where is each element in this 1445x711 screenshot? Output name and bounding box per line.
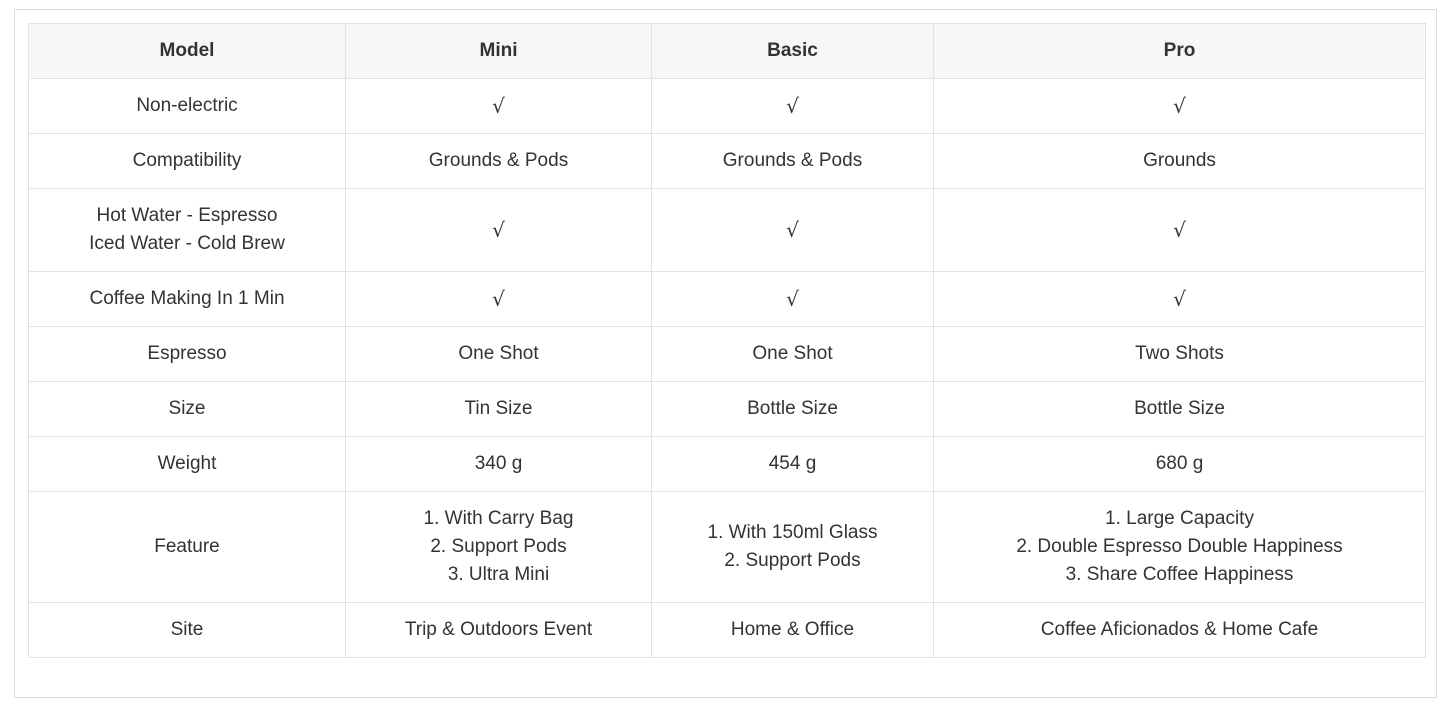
checkmark-icon: √ [786,94,799,118]
cell-text: Bottle Size [1134,398,1225,419]
cell-text: 2. Support Pods [430,536,567,557]
cell-mini [346,382,652,437]
cell-pro [934,327,1426,382]
cell-text: Coffee Aficionados & Home Cafe [1040,619,1319,640]
cell-text: 1. With 150ml Glass [707,522,878,543]
cell-text: Site [170,619,204,640]
cell-text: 680 g [1155,453,1204,474]
checkmark-icon: √ [492,287,505,311]
cell-pro [934,492,1426,603]
table-row [29,134,1426,189]
cell-text: Two Shots [1135,343,1224,364]
cell-text: One Shot [752,343,833,364]
cell-basic [652,382,934,437]
cell-text: 1. With Carry Bag [423,508,574,529]
cell-text: Hot Water - Espresso [96,205,278,226]
cell-basic [652,272,934,327]
cell-text: 3. Share Coffee Happiness [1065,564,1294,585]
cell-pro [934,437,1426,492]
cell-mini [346,272,652,327]
cell-pro [934,189,1426,272]
cell-text: 2. Support Pods [724,550,861,571]
cell-basic [652,327,934,382]
cell-pro [934,603,1426,658]
cell-text: Weight [157,453,217,474]
cell-mini [346,189,652,272]
row-label [29,603,346,658]
checkmark-icon: √ [492,218,505,242]
cell-text: 454 g [768,453,817,474]
table-row [29,492,1426,603]
table-row [29,382,1426,437]
cell-text: Iced Water - Cold Brew [89,233,285,254]
row-label [29,79,346,134]
checkmark-icon: √ [786,218,799,242]
cell-text: 2. Double Espresso Double Happiness [1016,536,1343,557]
cell-pro [934,134,1426,189]
table-row [29,437,1426,492]
cell-text: Feature [154,536,220,557]
table-header-row [29,24,1426,79]
cell-pro [934,382,1426,437]
cell-mini [346,134,652,189]
cell-text: Grounds [1143,150,1216,171]
cell-text: Size [168,398,206,419]
cell-basic [652,492,934,603]
cell-text: Non-electric [136,95,238,116]
cell-text: Grounds & Pods [722,150,863,171]
table-row [29,189,1426,272]
cell-mini [346,492,652,603]
cell-text: Tin Size [464,398,533,419]
row-label [29,492,346,603]
model-comparison-table [28,23,1426,658]
cell-text: Grounds & Pods [428,150,569,171]
cell-mini [346,437,652,492]
cell-pro [934,272,1426,327]
cell-pro [934,79,1426,134]
header-pro: Pro [934,24,1426,79]
row-label [29,327,346,382]
cell-text: Bottle Size [747,398,838,419]
checkmark-icon: √ [1173,287,1186,311]
cell-basic [652,603,934,658]
row-label [29,272,346,327]
cell-text: Coffee Making In 1 Min [89,288,285,309]
cell-basic [652,437,934,492]
comparison-panel [14,9,1437,698]
cell-text: One Shot [458,343,539,364]
cell-text: Trip & Outdoors Event [404,619,593,640]
header-basic: Basic [652,24,934,79]
cell-text: Espresso [147,343,227,364]
cell-text: 340 g [474,453,523,474]
row-label [29,437,346,492]
table-row [29,603,1426,658]
checkmark-icon: √ [1173,218,1186,242]
cell-basic [652,134,934,189]
cell-mini [346,603,652,658]
checkmark-icon: √ [1173,94,1186,118]
cell-text: Home & Office [730,619,855,640]
row-label [29,134,346,189]
cell-mini [346,79,652,134]
header-mini: Mini [346,24,652,79]
table-row [29,327,1426,382]
checkmark-icon: √ [492,94,505,118]
row-label [29,382,346,437]
table-row [29,79,1426,134]
cell-text: Compatibility [132,150,242,171]
row-label [29,189,346,272]
cell-text: 3. Ultra Mini [447,564,550,585]
cell-mini [346,327,652,382]
checkmark-icon: √ [786,287,799,311]
cell-text: 1. Large Capacity [1105,508,1254,529]
table-row [29,272,1426,327]
cell-basic [652,189,934,272]
header-model: Model [29,24,346,79]
cell-basic [652,79,934,134]
